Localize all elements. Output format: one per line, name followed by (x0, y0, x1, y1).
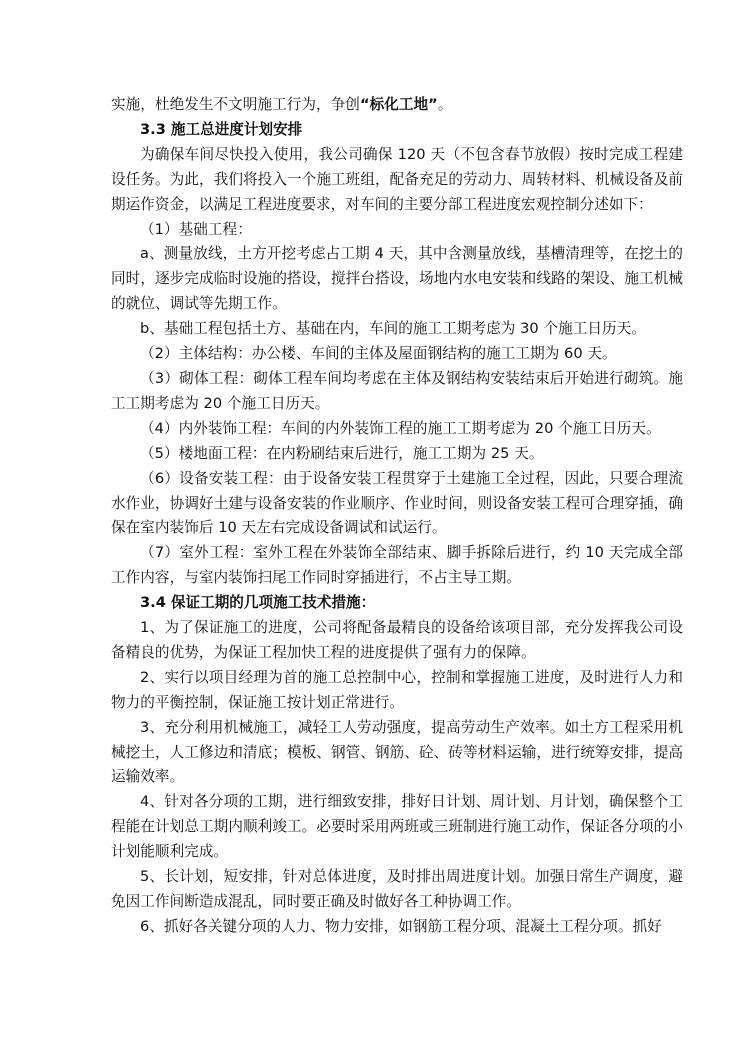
measure-3-paragraph: 3、充分利用机械施工，减轻工人劳动强度，提高劳动生产效率。如土方工程采用机械挖土，人工修边和清底；模板、钢管、钢筋、砼、砖等材料运输，进行统筹安排，提高运输效率。 (111, 718, 683, 786)
continued-paragraph (111, 93, 683, 118)
schedule-intro-paragraph: 为确保车间尽快投入使用，我公司确保 120 天（不包含春节放假）按时完成工程建设任务。为此，我们将投入一个施工班组，配备充足的劳动力、周转材料、机械设备及前期运作资金，以满足工程进度要求，对车间的主要分部工程进度宏观控制分述如下： (111, 145, 683, 213)
item-3-paragraph: （3）砌体工程：砌体工程车间均考虑在主体及钢结构安装结束后开始进行砌筑。施工工期考虑为 20 个施工日历天。 (111, 369, 683, 412)
measure-5-paragraph: 5、长计划，短安排，针对总体进度，及时排出周进度计划。加强日常生产调度，避免因工作间断造成混乱，同时要正确及时做好各工种协调工作。 (111, 868, 683, 910)
section-heading-3-4: 3.4 保证工期的几项施工技术措施： (140, 594, 376, 612)
continued-end: 。 (437, 96, 453, 113)
section-heading-3-3: 3.3 施工总进度计划安排 (140, 120, 303, 138)
item-6-paragraph: （6）设备安装工程：由于设备安装工程贯穿于土建施工全过程，因此，只要合理流水作业，协调好土建与设备安装的作业顺序、作业时间，则设备安装工程可合理穿插，确保在室内装饰后 10 天左右完成设备调试和试运行。 (111, 469, 683, 537)
item-2-paragraph: （2）主体结构：办公楼、车间的主体及屋面钢结构的施工工期为 60 天。 (140, 345, 617, 363)
item-5-paragraph: （5）楼地面工程：在内粉刷结束后进行，施工工期为 25 天。 (140, 444, 544, 462)
item-1-a-paragraph: a、测量放线，土方开挖考虑占工期 4 天，其中含测量放线，基槽清理等，在挖土的同时，逐步完成临时设施的搭设，搅拌台搭设，场地内水电安装和线路的架设、施工机械的就位、调试等先期工作。 (111, 245, 683, 313)
item-1-b-paragraph: b、基础工程包括土方、基础在内，车间的施工工期考虑为 30 个施工日历天。 (140, 320, 646, 338)
item-7-paragraph: （7）室外工程：室外工程在外装饰全部结束、脚手拆除后进行，约 10 天完成全部工作内容，与室内装饰扫尾工作同时穿插进行，不占主导工期。 (111, 544, 683, 587)
measure-1-paragraph: 1、为了保证施工的进度，公司将配备最精良的设备给该项目部，充分发挥我公司设备精良的优势，为保证工程加快工程的进度提供了强有力的保障。 (111, 619, 683, 661)
page-body (111, 93, 683, 940)
measure-4-paragraph: 4、针对各分项的工期，进行细致安排，排好日计划、周计划、月计划，确保整个工程能在计划总工期内顺利竣工。必要时采用两班或三班制进行施工动作，保证各分项的小计划能顺利完成。 (111, 793, 683, 861)
measure-6-paragraph: 6、抓好各关键分项的人力、物力安排，如钢筋工程分项、混凝土工程分项。抓好 (140, 917, 662, 935)
measure-2-paragraph: 2、实行以项目经理为首的施工总控制中心，控制和掌握施工进度，及时进行人力和物力的平衡控制，保证施工按计划正常进行。 (111, 668, 683, 711)
continued-text: 实施，杜绝发生不文明施工行为，争创 (111, 96, 360, 113)
item-1-title: （1）基础工程： (140, 220, 252, 238)
item-4-paragraph: （4）内外装饰工程：车间的内外装饰工程的施工工期考虑为 20 个施工日历天。 (140, 419, 661, 437)
emphasis-text: “标化工地” (359, 96, 438, 113)
